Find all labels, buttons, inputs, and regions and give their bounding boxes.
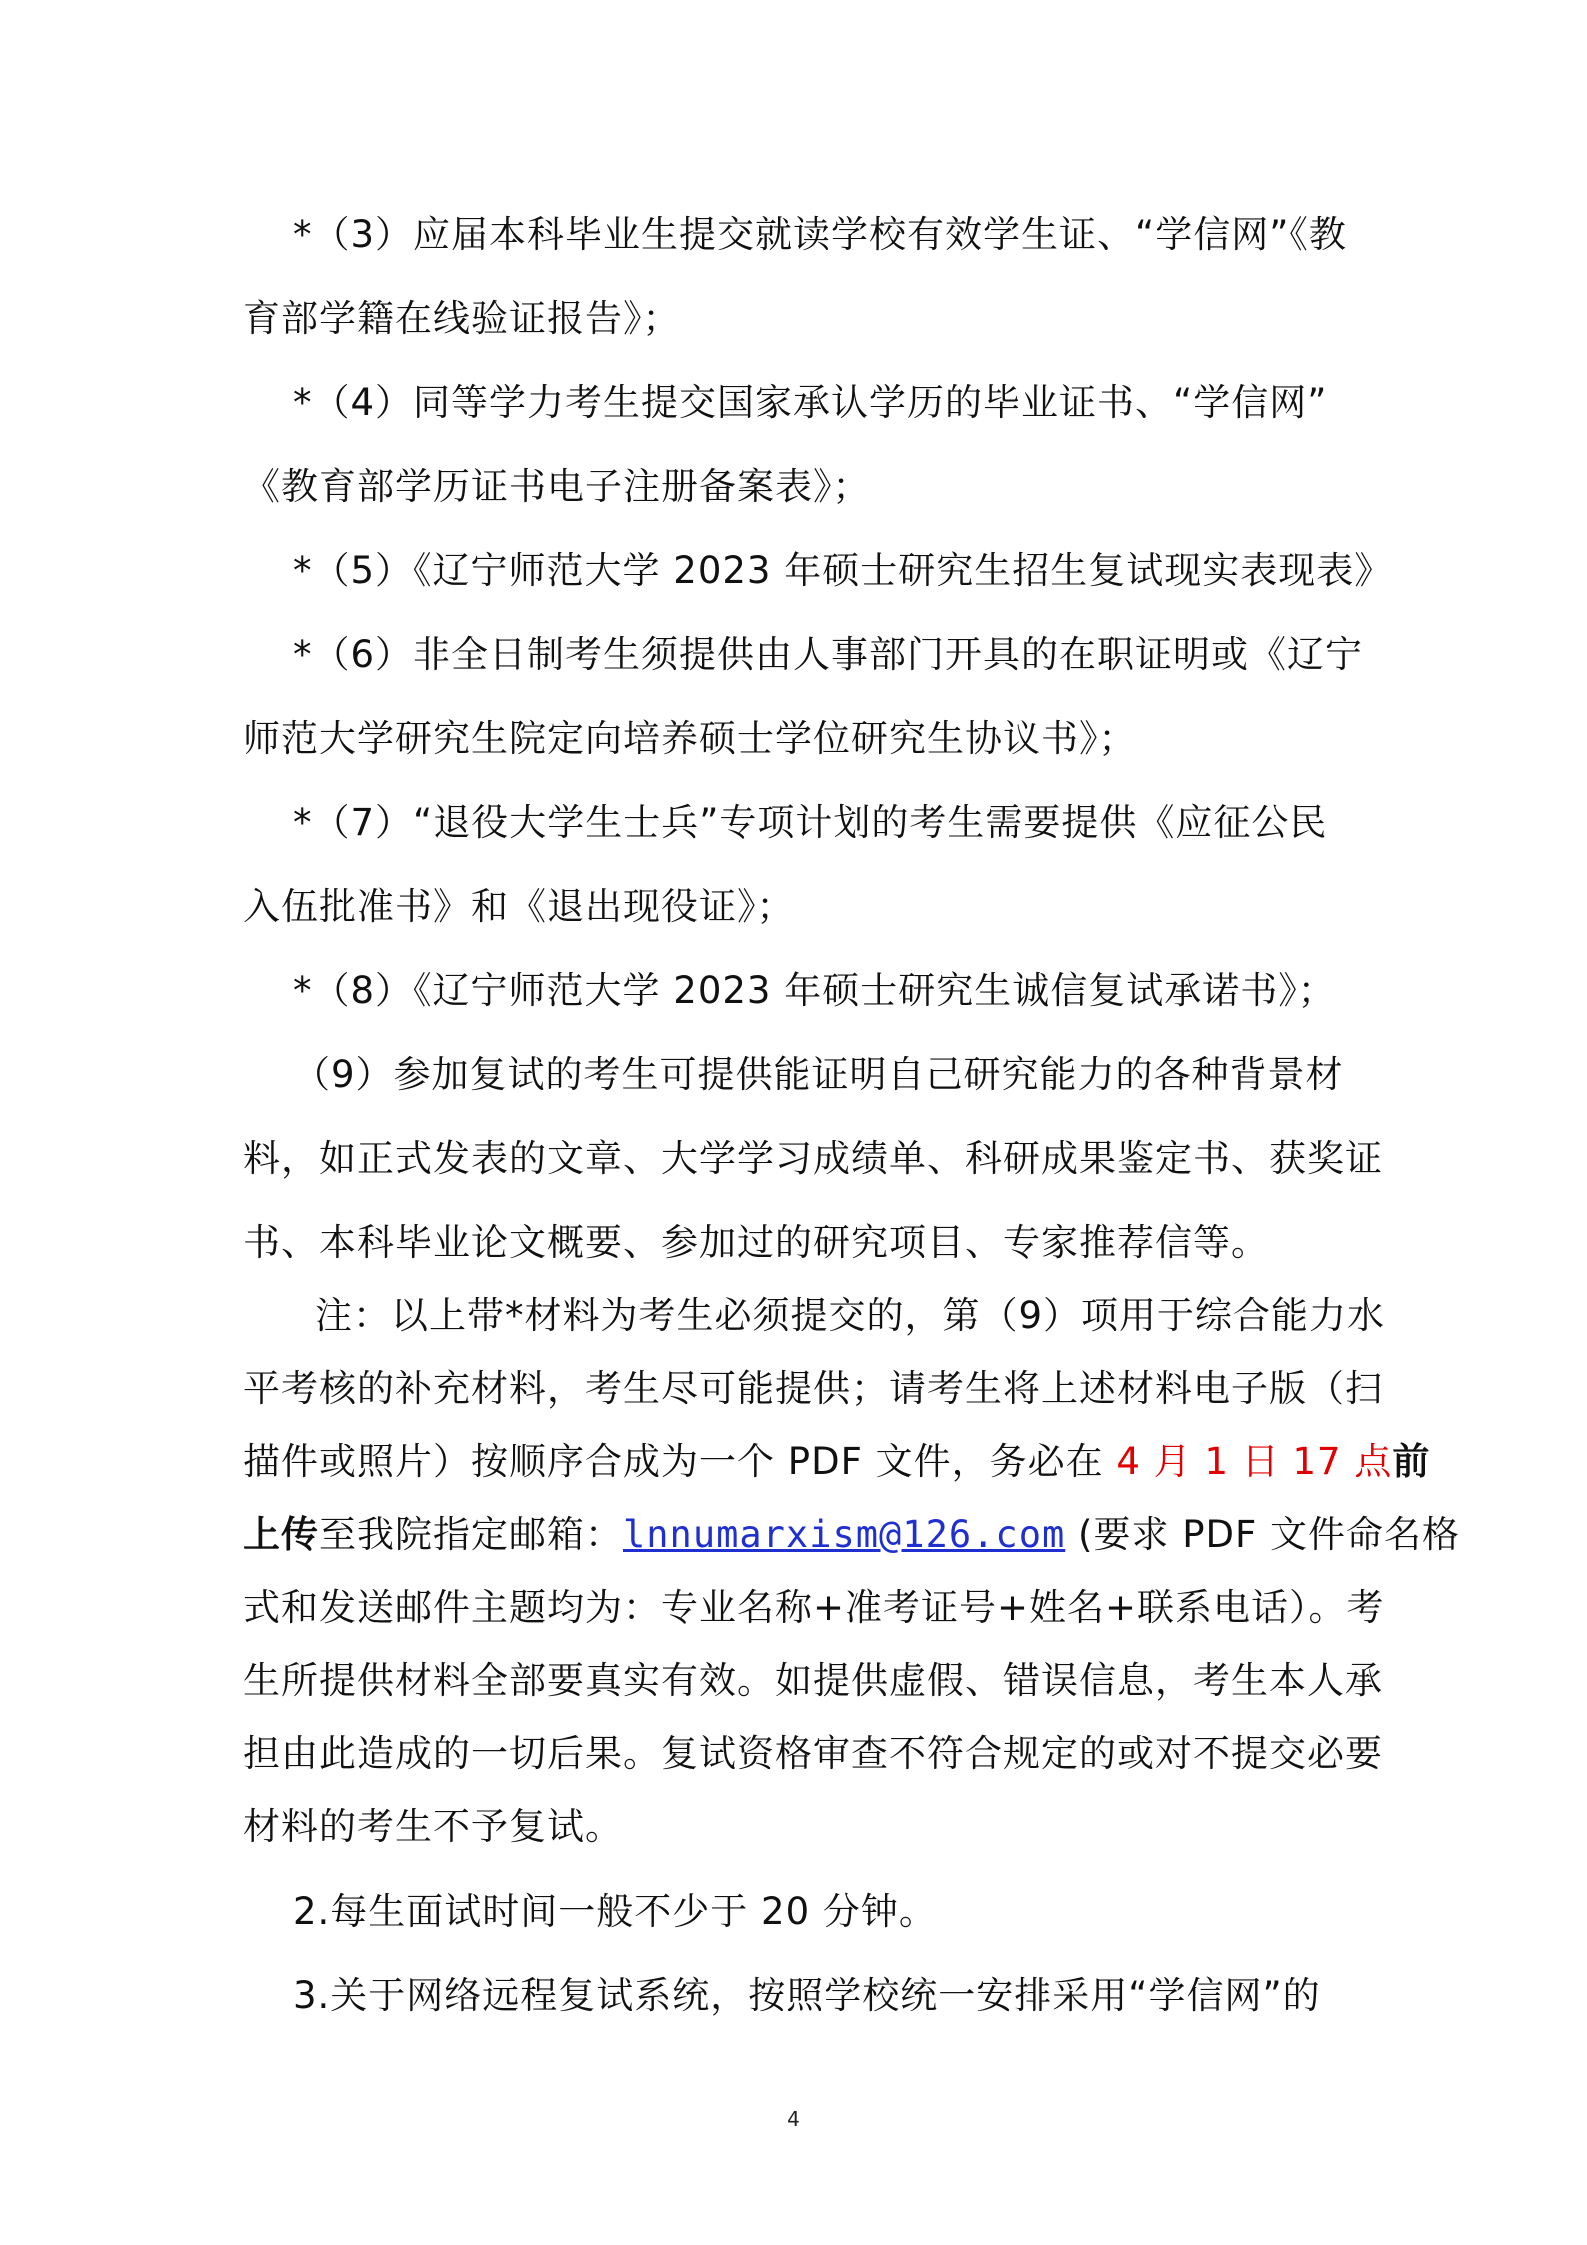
note-line-3-prefix: 描件或照片）按顺序合成为一个 PDF 文件，务必在 <box>243 1440 1117 1483</box>
note-line-4 <box>243 1505 1461 1565</box>
item-8-line-1: *（8）《辽宁师范大学 2023 年硕士研究生诚信复试承诺书》； <box>293 969 1336 1012</box>
item-4-line-2: 《教育部学历证书电子注册备案表》； <box>243 465 871 508</box>
point-2: 2.每生面试时间一般不少于 20 分钟。 <box>293 1890 937 1933</box>
email-link[interactable]: lnnumarxism@126.com <box>623 1513 1066 1556</box>
page-number: 4 <box>787 2107 800 2131</box>
note-line-6: 生所提供材料全部要真实有效。如提供虚假、错误信息，考生本人承 <box>243 1659 1383 1702</box>
note-line-2: 平考核的补充材料，考生尽可能提供；请考生将上述材料电子版（扫 <box>243 1367 1383 1410</box>
note-line-4-text: 至我院指定邮箱： <box>319 1513 623 1556</box>
note-line-3 <box>243 1432 1431 1492</box>
note-line-3-bold-suffix: 前 <box>1392 1440 1431 1483</box>
deadline-text: 4 月 1 日 17 点 <box>1116 1440 1393 1483</box>
item-9-line-2: 料，如正式发表的文章、大学学习成绩单、科研成果鉴定书、获奖证 <box>243 1137 1383 1180</box>
note-line-8: 材料的考生不予复试。 <box>243 1805 623 1848</box>
note-line-4-bold-prefix: 上传 <box>243 1513 319 1556</box>
item-6-line-2: 师范大学研究生院定向培养硕士学位研究生协议书》； <box>243 717 1137 760</box>
note-line-5: 式和发送邮件主题均为：专业名称+准考证号+姓名+联系电话）。考 <box>243 1586 1385 1629</box>
item-7-line-1: *（7）“退役大学生士兵”专项计划的考生需要提供《应征公民 <box>293 801 1328 844</box>
item-6-line-1: *（6）非全日制考生须提供由人事部门开具的在职证明或《辽宁 <box>293 633 1364 676</box>
item-3-line-1: *（3）应届本科毕业生提交就读学校有效学生证、“学信网”《教 <box>293 213 1347 256</box>
item-9-line-3: 书、本科毕业论文概要、参加过的研究项目、专家推荐信等。 <box>243 1221 1269 1264</box>
point-3: 3.关于网络远程复试系统，按照学校统一安排采用“学信网”的 <box>293 1974 1321 2017</box>
note-line-7: 担由此造成的一切后果。复试资格审查不符合规定的或对不提交必要 <box>243 1732 1383 1775</box>
item-5-line-1: *（5）《辽宁师范大学 2023 年硕士研究生招生复试现实表现表》 <box>293 549 1393 592</box>
item-9-line-1: （9）参加复试的考生可提供能证明自己研究能力的各种背景材 <box>293 1053 1344 1096</box>
item-4-line-1: *（4）同等学力考生提交国家承认学历的毕业证书、“学信网” <box>293 381 1328 424</box>
item-7-line-2: 入伍批准书》和《退出现役证》； <box>243 885 795 928</box>
item-3-line-2: 育部学籍在线验证报告》； <box>243 297 681 340</box>
note-line-4-suffix: (要求 PDF 文件命名格 <box>1065 1513 1461 1556</box>
note-line-1: 注：以上带*材料为考生必须提交的，第（9）项用于综合能力水 <box>315 1294 1386 1337</box>
